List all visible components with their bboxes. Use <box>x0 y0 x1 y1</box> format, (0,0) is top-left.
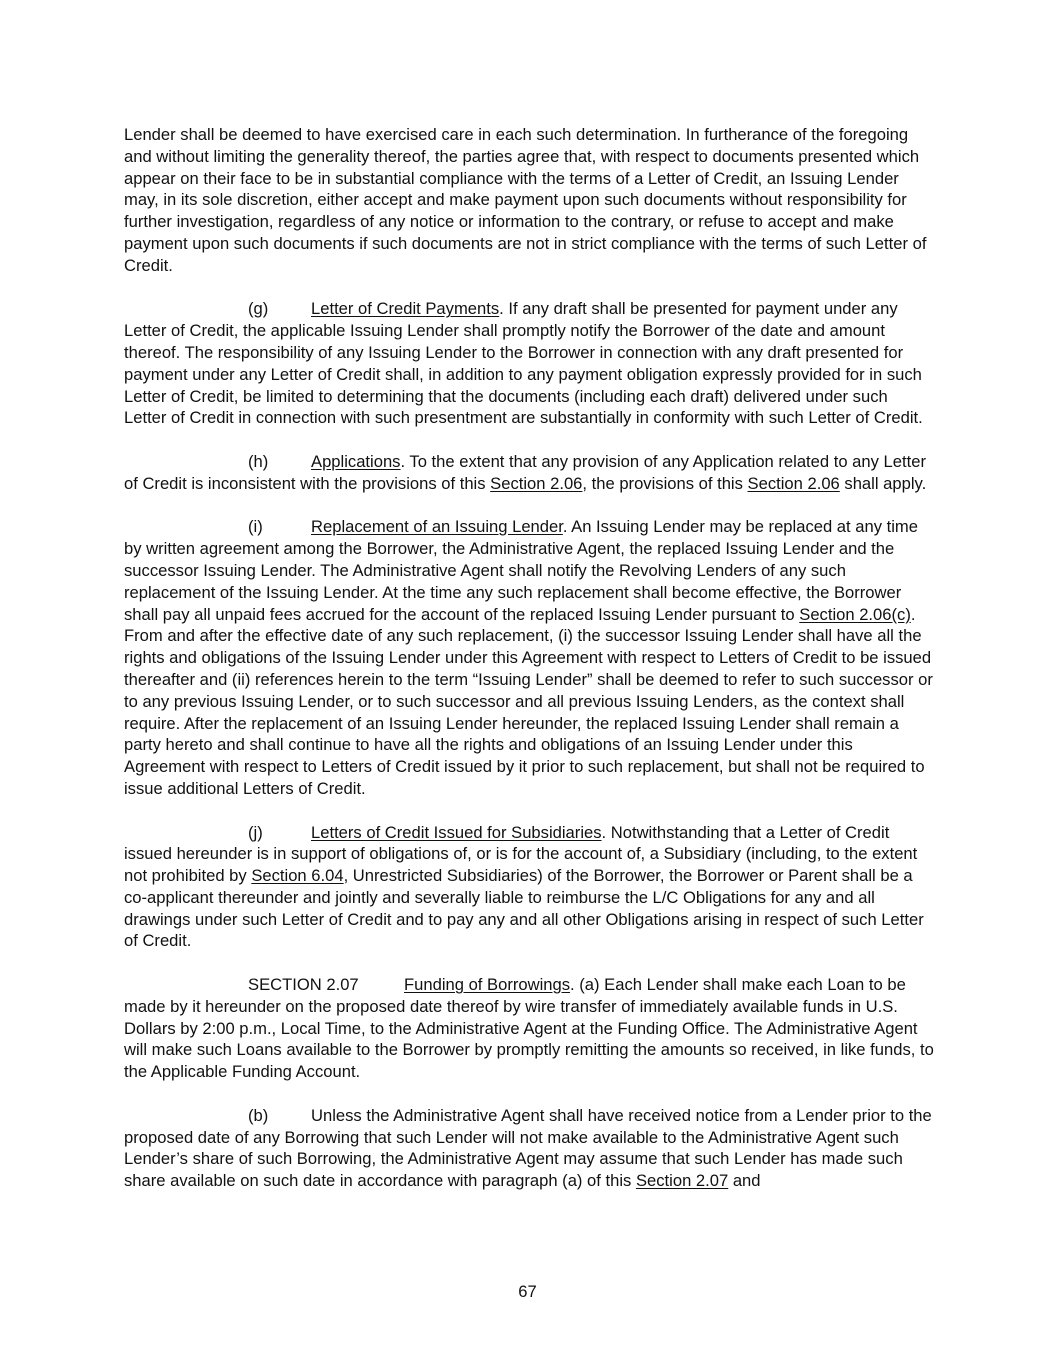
clause-text: . Notwithstanding that a Letter of Credit issued hereunder is in support of obligations of, or is for the account of, a Subsidiary (including, to the extent not prohibited by <box>124 822 918 886</box>
paragraph-b <box>124 1105 934 1192</box>
section-reference: Section 2.06(c) <box>799 604 911 624</box>
clause-number: (i) <box>248 517 263 537</box>
clause-text: and <box>728 1171 761 1191</box>
section-reference: Section 2.07 <box>635 1171 729 1191</box>
paragraph-g <box>124 298 934 429</box>
clause-number: (h) <box>248 451 269 471</box>
paragraph-j <box>124 822 934 953</box>
paragraph-i <box>124 516 934 799</box>
section-reference: Section 6.04 <box>251 866 344 886</box>
paragraph-text: Lender shall be deemed to have exercised care in each such determination. In furtherance of the foregoing and without limiting the generality thereof, the parties agree that, with respect to documents presented which appear on their face to be in substantial compliance with the terms of a Letter of Credit, an Issuing Lender may, in its sole discretion, either accept and make payment upon such documents without responsibility for further investigation, regardless of any notice or information to the contrary, or refuse to accept and make payment upon such documents if such documents are not in strict compliance with the terms of such Letter of Credit. <box>124 125 927 275</box>
clause-heading: Replacement of an Issuing Lender <box>311 517 563 537</box>
clause-text: , the provisions of this <box>582 473 748 493</box>
clause-text: Unless the Administrative Agent shall have received notice from a Lender prior to the proposed date of any Borrowing that such Lender will not make available to the Administrative Agent such Lender’s share of such Borrowing, the Administrative Agent may assume that such Lender has made such share available on such date in accordance with paragraph (a) of this <box>124 1105 932 1191</box>
section-text: . (a) Each Lender shall make each Loan to be made by it hereunder on the proposed date thereof by wire transfer of immediately available funds in U.S. Dollars by 2:00 p.m., Local Time, to the Administrative Agent at the Funding Office. The Administrative Agent will make such Loans available to the Borrower by promptly remitting the amounts so received, in like funds, to the Applicable Funding Account. <box>124 975 934 1082</box>
clause-heading: Letter of Credit Payments <box>311 299 500 319</box>
clause-number: (j) <box>248 822 263 842</box>
clause-text: . To the extent that any provision of any Application related to any Letter of Credit is inconsistent with the provisions of this <box>124 451 926 493</box>
paragraph-continuation <box>124 124 934 277</box>
section-2-07 <box>124 974 934 1083</box>
clause-text: . An Issuing Lender may be replaced at any time by written agreement among the Borrower, the Administrative Agent, the replaced Issuing Lender and the successor Issuing Lender. The Administrative Agent shall notify the Revolving Lenders of any such replacement of the Issuing Lender. At the time any such replacement shall become effective, the Borrower shall pay all unpaid fees accrued for the account of the replaced Issuing Lender pursuant to <box>124 517 918 624</box>
section-heading: Funding of Borrowings <box>404 975 571 995</box>
clause-heading: Letters of Credit Issued for Subsidiaries <box>311 822 602 842</box>
page-number: 67 <box>518 1282 537 1301</box>
clause-number: (g) <box>248 299 269 319</box>
clause-text: . If any draft shall be presented for payment under any Letter of Credit, the applicable Issuing Lender shall promptly notify the Borrower of the date and amount thereof. The responsibility of any Issuing Lender to the Borrower in connection with any draft presented for payment under any Letter of Credit shall, in addition to any payment obligation expressly provided for in such Letter of Credit, be limited to determining that the documents (including each draft) delivered under such Letter of Credit in connection with such presentment are substantially in conformity with such Letter of Credit. <box>124 299 923 428</box>
paragraph-h <box>124 451 934 495</box>
clause-text: shall apply. <box>839 473 927 493</box>
clause-heading: Applications <box>311 451 401 471</box>
section-label: SECTION 2.07 <box>248 975 359 995</box>
document-page <box>124 124 934 1214</box>
section-reference: Section 2.06 <box>490 473 583 493</box>
section-reference: Section 2.06 <box>747 473 840 493</box>
clause-number: (b) <box>248 1105 269 1125</box>
clause-text: . From and after the effective date of any such replacement, (i) the successor Issuing Lender shall have all the rights and obligations of the Issuing Lender under this Agreement with respect to Letters of Credit to be issued thereafter and (ii) references herein to the term “Issuing Lender” shall be deemed to refer to such successor or to any previous Issuing Lender, or to such successor and all previous Issuing Lenders, as the context shall require. After the replacement of an Issuing Lender hereunder, the replaced Issuing Lender shall remain a party hereto and shall continue to have all the rights and obligations of an Issuing Lender under this Agreement with respect to Letters of Credit issued by it prior to such replacement, but shall not be required to issue additional Letters of Credit. <box>124 604 933 798</box>
clause-text: , Unrestricted Subsidiaries) of the Borrower, the Borrower or Parent shall be a co-applicant thereunder and jointly and severally liable to reimburse the L/C Obligations for any and all drawings under such Letter of Credit and to pay any and all other Obligations arising in respect of such Letter of Credit. <box>124 866 924 951</box>
